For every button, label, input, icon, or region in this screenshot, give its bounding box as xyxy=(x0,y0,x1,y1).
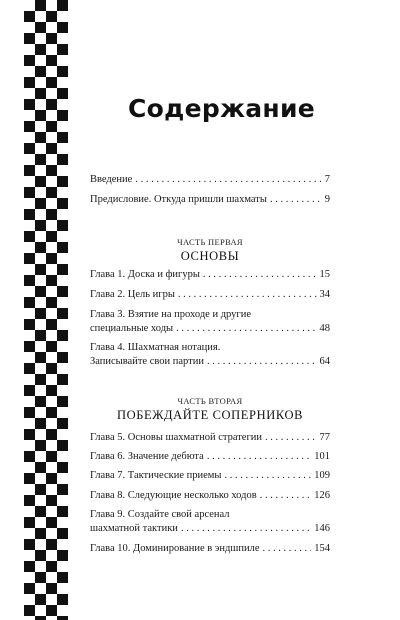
toc-entry-chapter-3-first-line[interactable]: Глава 3. Взятие на проходе и другие xyxy=(90,309,251,320)
toc-entry-page: 48 xyxy=(319,323,330,334)
toc-entry-chapter-9-first-line[interactable]: Глава 9. Создайте свой арсенал xyxy=(90,509,230,520)
toc-leader-dots xyxy=(176,322,316,335)
toc-entry-chapter-8[interactable] xyxy=(90,489,330,502)
toc-entry-chapter-2[interactable] xyxy=(90,288,330,301)
toc-entry-page: 109 xyxy=(314,470,330,481)
toc-entry-introduction[interactable] xyxy=(90,173,330,186)
toc-entry-label: Глава 7. Тактические приемы xyxy=(90,470,222,481)
toc-leader-dots xyxy=(207,355,317,368)
part1-label: ЧАСТЬ ПЕРВАЯ xyxy=(177,237,243,247)
toc-entry-page: 15 xyxy=(319,269,330,280)
toc-entry-chapter-7[interactable] xyxy=(90,469,330,482)
toc-entry-label: Глава 8. Следующие несколько ходов xyxy=(90,490,257,501)
toc-entry-chapter-4[interactable] xyxy=(90,355,330,368)
toc-leader-dots xyxy=(270,193,322,206)
toc-entry-chapter-1[interactable] xyxy=(90,268,330,281)
toc-leader-dots xyxy=(203,268,317,281)
toc-entry-preface[interactable] xyxy=(90,193,330,206)
toc-entry-chapter-9[interactable] xyxy=(90,522,330,535)
part2-title: ПОБЕЖДАЙТЕ СОПЕРНИКОВ xyxy=(116,408,304,422)
toc-entry-page: 34 xyxy=(319,289,330,300)
toc-entry-chapter-6[interactable] xyxy=(90,450,330,463)
toc-leader-dots xyxy=(178,288,317,301)
toc-entry-label: Записывайте свои партии xyxy=(90,356,204,367)
toc-entry-page: 77 xyxy=(319,432,330,443)
toc-leader-dots xyxy=(207,450,311,463)
toc-entry-label: Введение xyxy=(90,174,133,185)
toc-leader-dots xyxy=(135,173,321,186)
toc-entry-chapter-10[interactable] xyxy=(90,542,330,555)
toc-entry-page: 146 xyxy=(314,523,330,534)
toc-entry-page: 7 xyxy=(324,174,330,185)
toc-leader-dots xyxy=(181,522,311,535)
toc-leader-dots xyxy=(265,431,316,444)
toc-entry-label: Глава 2. Цель игры xyxy=(90,289,175,300)
toc-entry-chapter-4-first-line[interactable]: Глава 4. Шахматная нотация. xyxy=(90,342,221,353)
toc-entry-label: Предисловие. Откуда пришли шахматы xyxy=(90,194,267,205)
toc-entry-label: Глава 10. Доминирование в эндшпиле xyxy=(90,543,260,554)
part2-label: ЧАСТЬ ВТОРАЯ xyxy=(177,396,243,406)
toc-leader-dots xyxy=(260,489,312,502)
page-title: Содержание xyxy=(128,94,316,123)
toc-entry-label: шахматной тактики xyxy=(90,523,178,534)
toc-entry-page: 101 xyxy=(314,451,330,462)
toc-entry-page: 126 xyxy=(314,490,330,501)
toc-leader-dots xyxy=(263,542,312,555)
toc-entry-chapter-3[interactable] xyxy=(90,322,330,335)
toc-entry-label: Глава 1. Доска и фигуры xyxy=(90,269,200,280)
toc-entry-label: Глава 5. Основы шахматной стратегии xyxy=(90,432,263,443)
checkerboard-border xyxy=(24,0,68,620)
toc-entry-label: Глава 6. Значение дебюта xyxy=(90,451,204,462)
part1-title: ОСНОВЫ xyxy=(180,249,240,263)
toc-entry-page: 64 xyxy=(319,356,330,367)
toc-entry-page: 9 xyxy=(324,194,330,205)
toc-leader-dots xyxy=(225,469,312,482)
toc-entry-chapter-5[interactable] xyxy=(90,431,330,444)
toc-entry-page: 154 xyxy=(314,543,330,554)
toc-entry-label: специальные ходы xyxy=(90,323,174,334)
